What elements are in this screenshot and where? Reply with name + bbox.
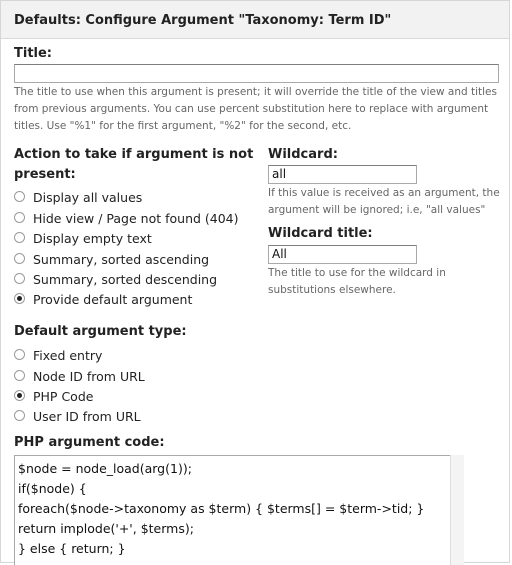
title-label: Title: [14,46,53,61]
radio-button[interactable] [14,349,25,360]
radio-label: Display empty text [33,230,152,246]
radio-button[interactable] [14,370,25,381]
radio-button[interactable] [14,232,25,243]
title-input[interactable] [14,64,499,83]
wildcard-input[interactable]: all [268,165,417,184]
radio-label: Node ID from URL [33,368,145,384]
code-line: foreach($node->taxonomy as $term) { $terms[] = $term->tid; } [18,501,425,516]
radio-label: Summary, sorted ascending [33,251,210,267]
code-line: if($node) { [18,481,87,496]
action-option-summary-desc[interactable] [14,270,217,288]
radio-label: Hide view / Page not found (404) [33,210,239,226]
radio-button-selected[interactable] [14,293,25,304]
textarea-scrollbar[interactable] [450,455,464,565]
action-option-display-all[interactable] [14,188,142,206]
wildcard-label: Wildcard: [268,147,338,162]
action-option-empty-text[interactable] [14,229,152,247]
code-line: } else { return; } [18,541,126,556]
radio-label: PHP Code [33,388,94,404]
radio-button[interactable] [14,212,25,223]
default-type-node-id[interactable] [14,367,145,385]
code-line: $node = node_load(arg(1)); [18,461,192,476]
php-code-textarea[interactable] [14,455,452,565]
default-type-user-id[interactable] [14,407,141,425]
default-type-fixed-entry[interactable] [14,346,102,364]
radio-label: Provide default argument [33,291,193,307]
dialog-title: Defaults: Configure Argument "Taxonomy: Term ID" [14,13,392,28]
radio-label: Display all values [33,189,143,205]
radio-button[interactable] [14,191,25,202]
wildcard-description: If this value is received as an argument, the argument will be ignored; i.e, "all values" [268,187,500,216]
action-option-summary-asc[interactable] [14,250,209,268]
action-label-line2: present: [14,167,76,182]
default-type-php-code[interactable] [14,387,93,405]
action-option-default-argument[interactable] [14,290,192,308]
radio-button[interactable] [14,410,25,421]
action-label-line1: Action to take if argument is not [14,147,254,162]
action-option-hide-view[interactable] [14,209,239,227]
radio-label: User ID from URL [33,408,141,424]
wildcard-title-label: Wildcard title: [268,226,373,241]
php-code-label: PHP argument code: [14,435,165,450]
radio-button[interactable] [14,253,25,264]
title-description: The title to use when this argument is present; it will override the title of the view and titles from previous arguments. You can use percent substitution here to replace with argument titles. Use "%1" for the first argument, "%2" for the second, etc. [14,86,497,132]
radio-button-selected[interactable] [14,390,25,401]
radio-label: Summary, sorted descending [33,271,218,287]
wildcard-title-input[interactable]: All [268,245,417,264]
code-line: return implode('+', $terms); [18,521,194,536]
dialog-header [1,1,509,39]
radio-label: Fixed entry [33,347,103,363]
default-type-label: Default argument type: [14,324,187,339]
radio-button[interactable] [14,273,25,284]
wildcard-title-description: The title to use for the wildcard in substitutions elsewhere. [268,267,446,296]
